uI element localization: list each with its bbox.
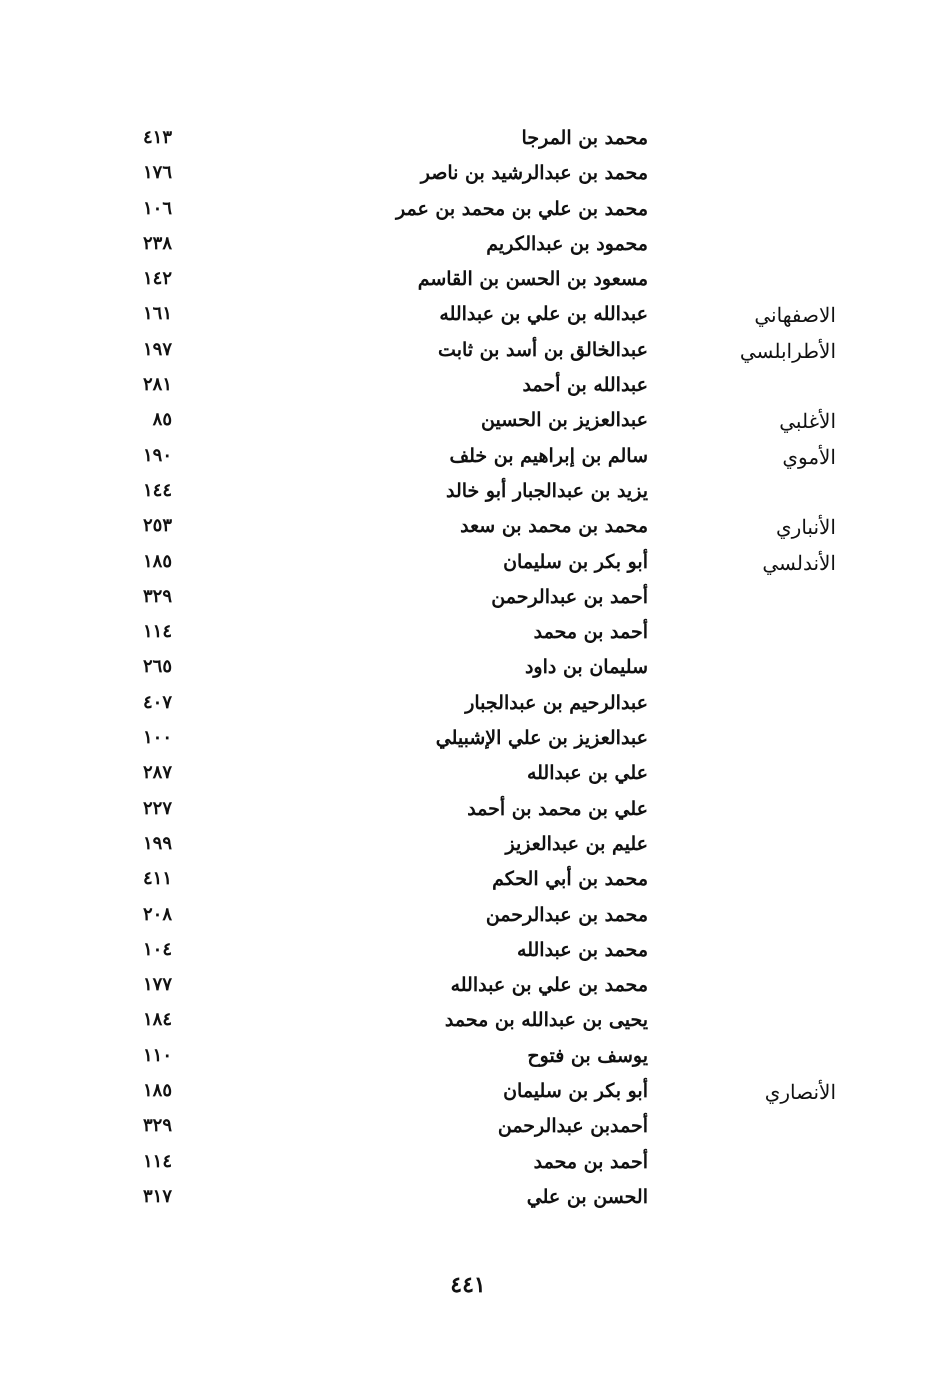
index-row-name: محمود بن عبدالكريم (486, 232, 648, 255)
index-row-page: ٢٠٨ (142, 903, 172, 925)
index-row (0, 1007, 936, 1042)
index-row-page: ١٠٠ (142, 727, 172, 749)
index-row (0, 972, 936, 1007)
index-row-page: ١٠٦ (142, 197, 172, 219)
index-row (0, 407, 936, 442)
index-row-name: يزيد بن عبدالجبار أبو خالد (446, 479, 648, 502)
page-number: ٤٤١ (450, 1272, 486, 1298)
index-row (0, 619, 936, 654)
index-row (0, 443, 936, 478)
index-row-page: ٢٨٧ (142, 762, 172, 784)
index-row-name: يحيى بن عبدالله بن محمد (444, 1009, 648, 1032)
index-row-name: الحسن بن علي (526, 1185, 648, 1208)
index-row-name: محمد بن عبدالله (517, 938, 648, 961)
index-row (0, 1149, 936, 1184)
index-row (0, 1078, 936, 1113)
index-row (0, 831, 936, 866)
index-row-name: أحمدبن عبدالرحمن (497, 1115, 648, 1138)
index-row-name: عبدالله بن علي بن عبدالله (439, 303, 648, 326)
index-row (0, 231, 936, 266)
index-row-nisba: الأغلبي (779, 409, 836, 434)
index-row (0, 1043, 936, 1078)
index-row-name: محمد بن عبدالرشيد بن ناصر (420, 162, 648, 185)
index-row-page: ١٠٤ (142, 938, 172, 960)
index-row (0, 760, 936, 795)
index-row-nisba: الأنباري (776, 515, 836, 540)
index-row-page: ١٨٥ (142, 550, 172, 572)
index-row-page: ١٧٧ (142, 974, 172, 996)
index-row-name: عبدالرحيم بن عبدالجبار (465, 691, 648, 714)
index-row-name: سالم بن إبراهيم بن خلف (449, 444, 648, 467)
index-row (0, 513, 936, 548)
index-row-page: ١٧٦ (142, 162, 172, 184)
index-row (0, 725, 936, 760)
index-row-page: ٤١٣ (142, 127, 172, 148)
index-row (0, 1184, 936, 1219)
index-row-name: أبو بكر بن سليمان (503, 1080, 648, 1103)
index-row-nisba: الأندلسي (762, 550, 836, 575)
index-row-page: ١١٠ (142, 1044, 172, 1066)
index-row-page: ١٦١ (142, 303, 172, 325)
index-row-name: أحمد بن محمد (533, 1150, 648, 1173)
index-list (0, 125, 936, 1219)
index-row (0, 937, 936, 972)
index-row-page: ٣١٧ (142, 1185, 172, 1207)
index-row-name: عبدالعزيز بن الحسين (481, 409, 648, 432)
index-row-nisba: الأموي (782, 444, 836, 469)
index-row-page: ١١٤ (142, 621, 172, 643)
index-row-name: سليمان بن داود (524, 656, 648, 679)
index-row (0, 654, 936, 689)
index-row-page: ٢٣٨ (142, 232, 172, 254)
index-row-name: محمد بن علي بن عبدالله (450, 974, 648, 997)
index-row-name: عليم بن عبدالعزيز (505, 832, 648, 855)
index-row-name: أبو بكر بن سليمان (503, 550, 648, 573)
index-row-page: ١١٤ (142, 1150, 172, 1172)
index-row (0, 549, 936, 584)
index-row (0, 337, 936, 372)
index-row-page: ١٤٤ (142, 479, 172, 501)
index-row (0, 866, 936, 901)
index-row-page: ٢٨١ (142, 374, 172, 396)
index-row-name: محمد بن عبدالرحمن (485, 903, 648, 926)
index-row-name: أحمد بن محمد (533, 621, 648, 644)
index-row (0, 266, 936, 301)
index-row-name: أحمد بن عبدالرحمن (491, 585, 648, 608)
index-row-page: ١٩٠ (142, 444, 172, 466)
index-row (0, 902, 936, 937)
index-row (0, 160, 936, 195)
index-row-name: محمد بن علي بن محمد بن عمر (395, 197, 648, 220)
index-row-name: مسعود بن الحسن بن القاسم (417, 268, 648, 291)
index-row (0, 796, 936, 831)
index-row-page: ٤١١ (142, 868, 172, 890)
index-row-page: ٣٢٩ (142, 585, 172, 607)
index-row (0, 125, 936, 160)
index-row-name: محمد بن أبي الحكم (492, 868, 648, 891)
index-row-page: ٢٢٧ (142, 797, 172, 819)
index-row (0, 690, 936, 725)
index-row-name: علي بن عبدالله (526, 762, 648, 785)
index-row-page: ١٩٧ (142, 338, 172, 360)
index-row-page: ١٩٩ (142, 832, 172, 854)
index-row-name: عبدالله بن أحمد (522, 374, 648, 397)
index-row (0, 478, 936, 513)
index-row-page: ٢٦٥ (142, 656, 172, 678)
index-row-page: ٢٥٣ (142, 515, 172, 537)
index-row-page: ١٨٥ (142, 1080, 172, 1102)
index-row-name: عبدالعزيز بن علي الإشبيلي (435, 727, 648, 750)
index-row-name: محمد بن محمد بن سعد (460, 515, 648, 538)
index-row-nisba: الأطرابلسي (739, 338, 836, 363)
index-row (0, 1113, 936, 1148)
index-row-page: ٣٢٩ (142, 1115, 172, 1137)
index-row-name: علي بن محمد بن أحمد (467, 797, 648, 820)
index-row (0, 196, 936, 231)
index-row-nisba: الأنصاري (764, 1080, 836, 1105)
index-row-name: يوسف بن فتوح (527, 1044, 648, 1067)
index-row (0, 372, 936, 407)
index-row-name: عبدالخالق بن أسد بن ثابت (438, 338, 648, 361)
index-row (0, 301, 936, 336)
index-row-page: ١٨٤ (142, 1009, 172, 1031)
index-row-page: ١٤٢ (142, 268, 172, 290)
index-row-nisba: الاصفهاني (754, 303, 836, 328)
index-row-page: ٤٠٧ (142, 691, 172, 713)
index-row-name: محمد بن المرجا (521, 127, 648, 149)
index-row-page: ٨٥ (152, 409, 172, 431)
index-row (0, 584, 936, 619)
